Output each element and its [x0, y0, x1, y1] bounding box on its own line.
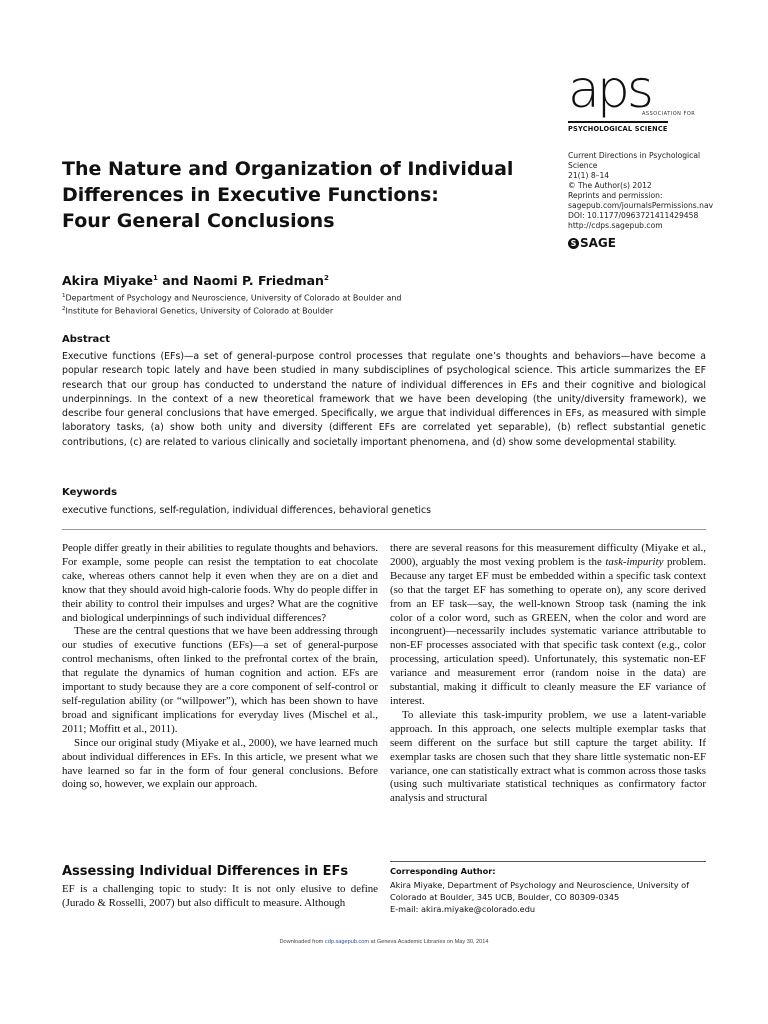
corresponding-line: Akira Miyake, Department of Psychology and Neuroscience, University of — [390, 880, 690, 890]
abstract-text: Executive functions (EFs)—a set of general-purpose control processes that regulate one’s thoughts and behaviors—have become a popular research topic lately and have been studied in many subdisciplines of psychological science. This article summarizes the EF research that our group has conducted to understand the nature of individual differences in EFs and their cognitive and biological underpinnings. In the context of a new theoretical framework that we have been developing (the unity/diversity framework), we describe four general conclusions that have emerged. Specifically, we argue that individual differences in EFs, as measured with simple laboratory tasks, (a) show both unity and diversity (different EFs are correlated yet separable), (b) reflect substantial genetic contributions, (c) are related to various clinically and societally important phenomena, and (d) show some developmental stability. — [62, 351, 706, 448]
corresponding-line: Colorado at Boulder, 345 UCB, Boulder, CO 80309-0345 — [390, 892, 620, 902]
author-name: Naomi P. Friedman — [192, 273, 324, 288]
author-line — [62, 273, 329, 288]
footer-link[interactable]: cdp.sagepub.com — [324, 939, 370, 945]
section-body — [62, 883, 378, 911]
title-line: The Nature and Organization of Individual — [62, 158, 514, 180]
italic-term: task-impurity — [605, 555, 664, 568]
aps-sub-line: ASSOCIATION FOR — [642, 111, 696, 117]
body-paragraph: To alleviate this task-impurity problem, we use a latent-variable approach. In this approach, one selects multiple exemplar tasks that seem different on the surface but still capture the target ability. If exemplar tasks are chosen such that they share little systematic non-EF variance, one can statistically extract what is common across those tasks (using such multivariate statistical techniques as confirmatory factor analysis and structural — [390, 708, 706, 805]
affiliations — [62, 291, 402, 316]
section-divider — [62, 529, 706, 530]
sage-wordmark: SAGE — [580, 236, 616, 250]
affil-text: Department of Psychology and Neuroscience, University of Colorado at Boulder and — [65, 293, 402, 303]
keywords-text: executive functions, self-regulation, individual differences, behavioral genetics — [62, 505, 432, 516]
author-joiner: and — [157, 273, 193, 288]
body-right-column — [390, 542, 706, 806]
meta-line: DOI: 10.1177/0963721411429458 — [568, 211, 699, 220]
meta-line: http://cdps.sagepub.com — [568, 221, 663, 230]
meta-line: 21(1) 8–14 — [568, 171, 610, 180]
title-line: Four General Conclusions — [62, 210, 335, 232]
section-heading: Assessing Individual Differences in EFs — [62, 864, 349, 879]
aps-wordmark: aps — [568, 60, 651, 120]
download-footer — [0, 939, 768, 945]
meta-line: sagepub.com/journalsPermissions.nav — [568, 201, 714, 210]
text-run: there are several reasons for this measurement difficulty (Miyake et al., 2000), arguably the most vexing problem is the — [390, 542, 706, 568]
article-title — [62, 156, 542, 234]
sage-mark-icon: S — [568, 238, 579, 249]
aps-society-name: PSYCHOLOGICAL SCIENCE — [568, 125, 668, 133]
sage-logo — [568, 236, 616, 250]
aps-rule — [568, 121, 668, 123]
body-paragraph: Since our original study (Miyake et al., 2000), we have learned much about individual differences in EFs. In this article, we present what we have learned so far in the form of four general conclusions. Before doing so, however, we explain our approach. — [62, 736, 378, 791]
keywords-heading: Keywords — [62, 487, 118, 498]
aps-logo — [568, 60, 708, 134]
affil-text: Institute for Behavioral Genetics, University of Colorado at Boulder — [65, 306, 334, 316]
body-paragraph: People differ greatly in their abilities to regulate thoughts and behaviors. For example, some people can resist the temptation to eat chocolate cake, whereas others cannot help it even when they are on a diet and know that they should avoid high-calorie foods. Why do people differ in their ability to control their impulses and urges? What are the cognitive and biological underpinnings of such individual differences? — [62, 542, 378, 624]
journal-meta — [568, 151, 728, 231]
author-affil-marker: 2 — [323, 273, 329, 282]
abstract-heading: Abstract — [62, 334, 111, 345]
title-line: Differences in Executive Functions: — [62, 184, 439, 206]
body-paragraph: These are the central questions that we have been addressing through our studies of executive functions (EFs)—a set of general-purpose control mechanisms, often linked to the prefrontal cortex of the brain, that regulate the dynamics of human cognition and action. EFs are important to study because they are a core component of self-control or self-regulation ability (or “willpower”), which has been shown to have broad and significant implications for everyday lives (Mischel et al., 2011; Moffitt et al., 2011). — [62, 625, 378, 735]
affil-marker: 1 — [62, 293, 66, 299]
body-paragraph: EF is a challenging topic to study: It is not only elusive to define (Jurado & Rosselli, 2007) but also difficult to measure. Although — [62, 883, 378, 909]
corresponding-line: E-mail: akira.miyake@colorado.edu — [390, 904, 536, 914]
body-paragraph — [390, 542, 706, 709]
meta-line: Reprints and permission: — [568, 191, 663, 200]
footer-text: at Geneva Academic Libraries on May 30, 2014 — [369, 939, 489, 945]
meta-line: © The Author(s) 2012 — [568, 181, 652, 190]
meta-line: Current Directions in Psychological — [568, 151, 701, 160]
footnote-rule — [390, 861, 706, 862]
text-run: problem. Because any target EF must be embedded within a specific task context (so that the target EF has something to operate on), any score derived from an EF task—say, the well-known Stroop task (naming the ink color of a color word, such as GREEN, when the color and word are incongruent)—necessarily includes systematic variance attributable to non-EF processes associated with that specific task context (e.g., color processing, articulation speed). Unfortunately, this systematic non-EF variance and measurement error (random noise in the data) are substantial, making it difficult to cleanly measure the EF variance of interest. — [390, 555, 706, 707]
corresponding-details — [390, 879, 708, 915]
author-affil-marker: 1 — [153, 273, 158, 282]
affiliation-line — [62, 291, 402, 304]
body-left-column — [62, 542, 378, 792]
footer-text: Downloaded from — [279, 939, 325, 945]
affil-marker: 2 — [62, 305, 66, 312]
affiliation-line — [62, 304, 402, 317]
corresponding-heading: Corresponding Author: — [390, 866, 496, 876]
meta-line: Science — [568, 161, 598, 170]
author-name: Akira Miyake — [62, 273, 153, 288]
